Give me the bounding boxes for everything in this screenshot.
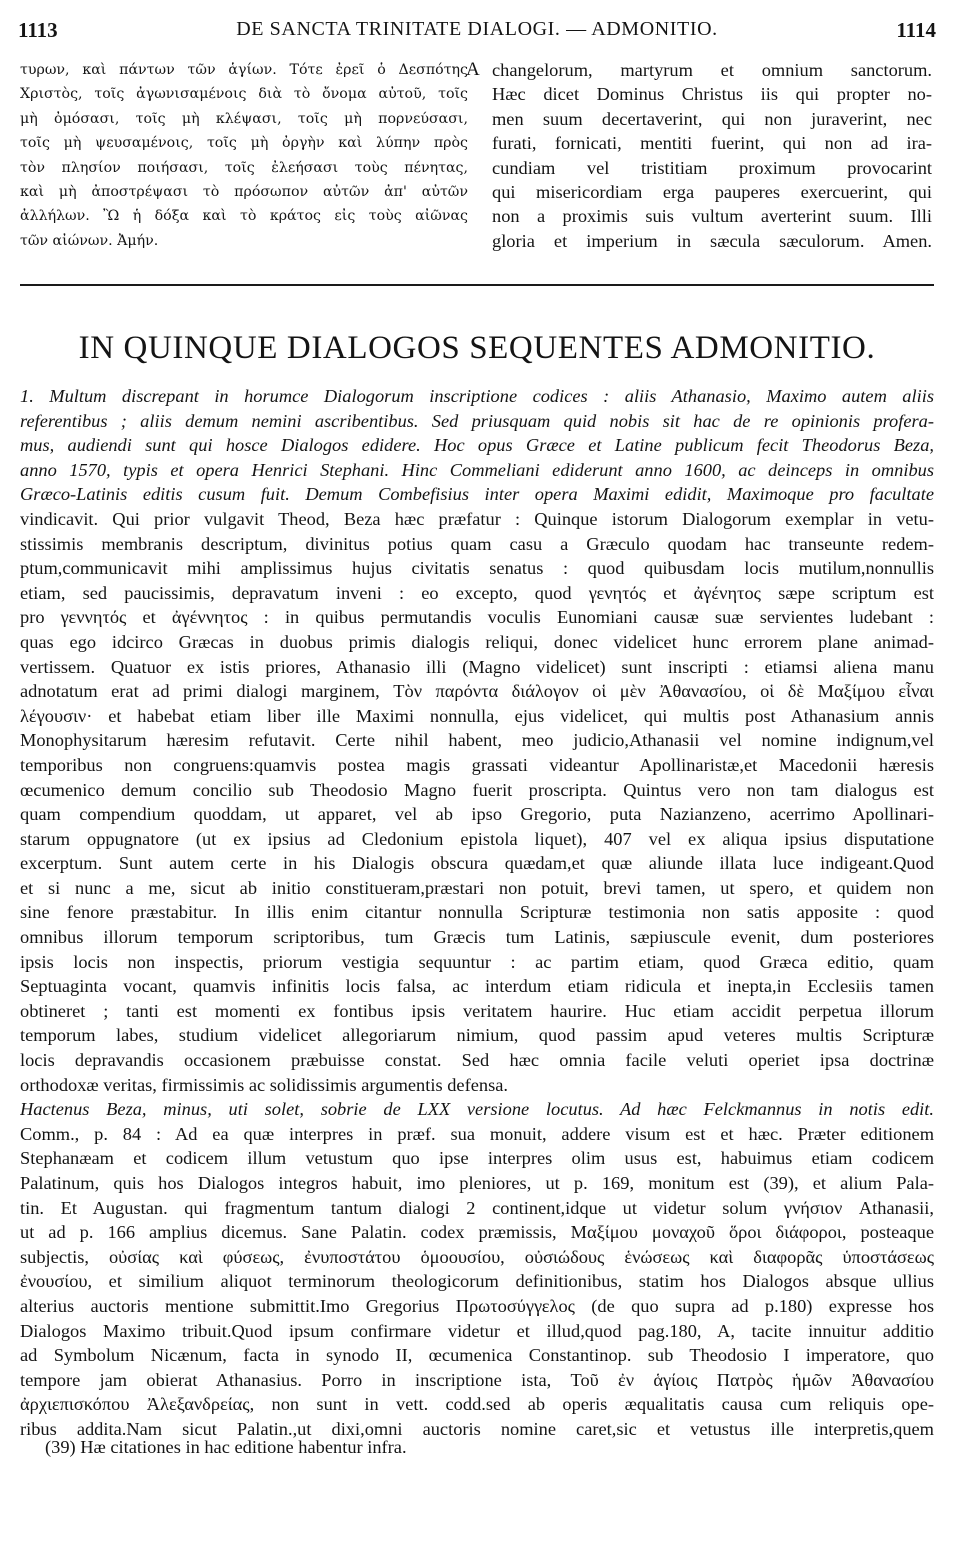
greek-column <box>20 58 468 253</box>
greek-line: τῶν αἰώνων. Ἀμήν. <box>20 232 159 249</box>
text-line: orthodoxæ veritas, firmissimis ac solidissimis argumentis defensa. <box>20 1074 508 1095</box>
section-title: IN QUINQUE DIALOGOS SEQUENTES ADMONITIO. <box>78 330 876 366</box>
text-line: vindicavit. Qui prior vulgavit Theod, Beza hæc præfatur : Quinque istorum Dialogorum exemplar in vetu- <box>20 508 934 529</box>
text-line: starum oppugnatore (ut ex ipsius ad Cledonium epistola liquet), 407 vel ex aliqua ipsius disputatione <box>20 828 934 849</box>
latin-line: gloria et imperium in sæcula sæculorum. Amen. <box>492 230 932 251</box>
text-line: λέγουσιν· et habebat etiam liber ille Maximi nonnulla, ejus videlicet, qui multis post Athanasium annis <box>20 705 934 726</box>
latin-line: cundiam vel tristitiam proximum provocarint <box>492 157 932 178</box>
text-line: Stephanæam et codicem illum vetustum quo ipse interpres olim usus est, habuimus etiam codicem <box>20 1148 934 1169</box>
greek-line: Χριστὸς, τοῖς ἀγωνισαμένοις διὰ τὸ ὄνομα αὐτοῦ, τοῖς <box>20 86 468 103</box>
latin-line: men suum decertaverint, qui non juraverint, nec <box>492 108 932 129</box>
text-line: ipsis locis non inspectis, priorum vestigia sequuntur : ac partim etiam, quod Græca editio, quam <box>20 951 934 972</box>
text-line: Comm., p. 84 : Ad ea quæ interpres in præf. sua monuit, addere visum est et hæc. Præter editionem <box>20 1123 934 1144</box>
text-line: œcumenico demum concilio sub Theodosio Magno fuerit proscripta. Quintus vero non tam dialogus est <box>20 779 934 800</box>
footnote: (39) Hæ citationes in hac editione habentur infra. <box>45 1437 407 1457</box>
text-line: adnotatum erat ad primi dialogi marginem, Τὸν παρόντα διάλογον οἱ μὲν Ἀθανασίου, οἱ δὲ Μαξίμου εἶναι <box>20 681 934 702</box>
text-line: tempore jam obierat Athanasius. Porro in inscriptione ista, Τοῦ ἐν ἁγίοις Πατρὸς ἡμῶν Ἀθανασίου <box>20 1369 934 1390</box>
text-line: locis depravandis occasionem præbuisse constat. Sed hæc omnia facile veluti operiet ipsa doctrinæ <box>20 1050 934 1071</box>
text-line: etiam, sed paucissimis, depravatum inveni : eo excepto, quod γενητός et ἀγένητος sæpe scriptum est <box>20 582 934 603</box>
text-line: obtineret ; tanti est momenti ex fontibus ipsis veritatem haurire. Huc etiam accidit perpetua illorum <box>20 1000 934 1021</box>
text-line: pro γεννητός et ἀγέννητος : in quibus permutandis voculis Eunomiani causæ suæ servientes ludebant : <box>20 607 934 628</box>
latin-line: Hæc dicet Dominus Christus iis qui propter no- <box>492 84 932 105</box>
text-line: temporum labes, studium videlicet allegoriarum nimium, quod passim apud veteres multis Scripturæ <box>20 1025 934 1046</box>
page-number-right: 1114 <box>896 18 936 42</box>
text-line: ad Symbolum Nicænum, facta in synodo II, œcumenica Constantinop. sub Theodosio I imperatore, quo <box>20 1345 934 1366</box>
text-line: Monophysitarum hæresim refutavit. Certe nihil habent, meo judicio,Athanasii vel nomine indignum,vel <box>20 730 934 751</box>
text-line: ut ad p. 166 amplius dicemus. Sane Palatin. codex præmissis, Μαξίμου μοναχοῦ ὅροι διάφοροι, posteaque <box>20 1222 934 1243</box>
text-line: subjectis, οὐσίας καὶ φύσεως, ἐνυποστάτου ὁμοουσίου, οὐσιώδους ἑνώσεως καὶ διαφορᾶς ὑποστάσεως <box>20 1246 934 1267</box>
page-number-left: 1113 <box>18 18 58 42</box>
text-line: 1. Multum discrepant in horumce Dialogorum inscriptione codices : aliis Athanasio, Maximo autem aliis <box>20 386 934 406</box>
section-divider <box>20 284 934 286</box>
greek-line: τὸν πλησίον ποιήσασι, τοῖς ἐλεήσασι τοὺς πένητας, <box>20 159 468 176</box>
running-header <box>18 18 936 44</box>
text-line: Septuaginta vocant, quamvis infinitis locis falsa, ac interdum etiam ridicula et inepta,in Ecclesiis tamen <box>20 976 934 997</box>
admonitio-body <box>20 384 934 1442</box>
text-line: ribus addita.Nam sicut Palatin.,ut dixi,omni auctoris nomine caret,sic et vetustus ille interpretis,quem <box>20 1418 934 1439</box>
latin-line: changelorum, martyrum et omnium sanctorum. <box>492 60 932 80</box>
text-line: quas ego idcirco Græcas in duobus primis dialogis reliqui, donec videlicet hunc errorem plane animad- <box>20 631 934 652</box>
greek-line: μὴ ὀμόσασι, τοῖς μὴ κλέψασι, τοῖς μὴ πορνεύσασι, <box>20 110 468 127</box>
text-line: tin. Et Augustan. qui fragmentum tantum dialogi 2 continent,idque ut videtur solum γνήσιον Athanasii, <box>20 1197 934 1218</box>
text-line: Græco-Latinis editis cusum fuit. Demum Combefisius inter opera Maximi edidit, Maximoque pro facultate <box>20 484 934 505</box>
text-line: temporibus non congruens:quamvis postea magis grassati videantur Apollinaristæ,et Macedonii hæresis <box>20 754 934 775</box>
text-line: referentibus ; aliis demum nemini ascribentibus. Sed priusquam quid nobis sit hac de re opinionis profera- <box>20 410 934 431</box>
text-line: anno 1570, typis et opera Henrici Stephani. Hinc Commeliani ediderunt anno 1600, ac deinceps in omnibus <box>20 459 934 480</box>
latin-line: furati, fornicati, mentiti fuerint, qui non ad ira- <box>492 133 932 154</box>
text-line: Palatinum, quis hos Dialogos integros habuit, imo pleniores, ut p. 169, monitum est (39), et alium Pala- <box>20 1173 934 1193</box>
text-line: sine fenore præstabitur. In illis enim citantur nonnulla Scripturæ testimonia non satis apposite : quod <box>20 902 934 923</box>
text-line: alterius auctoris mentione submittit.Imo Gregorius Πρωτοσύγγελος (de quo supra ad p.180) expresse hos <box>20 1295 934 1316</box>
text-line: stissimis membranis descriptum, divinitus potius quam casu a Græculo quodam hac transeunte redem- <box>20 533 934 554</box>
text-line: ἀρχιεπισκόπου Ἀλεξανδρείας, non sunt in vett. codd.sed ab operis æqualitatis causa cum reliquis ope- <box>20 1394 934 1415</box>
text-line: mus, audiendi sunt qui hosce Dialogos edidere. Hoc opus Græce et Latine publicum fecit Theodorus Beza, <box>20 435 934 456</box>
text-line: ptum,communicavit mihi amplissimus hujus civitatis senatus : quod quibusdam locis mutilum,nonnullis <box>20 558 934 579</box>
running-title: DE SANCTA TRINITATE DIALOGI. — ADMONITIO. <box>236 18 718 40</box>
text-line: vertissem. Quatuor ex istis priores, Athanasio illi (Magno videlicet) sunt inscripti : etiamsi aliena manu <box>20 656 934 677</box>
latin-line: qui misericordiam erga pauperes exercuerint, qui <box>492 181 932 202</box>
text-line: excerptum. Sunt autem certe in his Dialogis obscura quædam,et quæ aliunde illata luce indigeant.Quod <box>20 853 934 874</box>
text-line: quam compendium quoddam, ut apparet, vel ab ipso Gregorio, puta Nazianzeno, acerrimo Apollinari- <box>20 804 934 825</box>
greek-line: καὶ μὴ ἀποστρέψασι τὸ πρόσωπον αὐτῶν ἀπ' αὐτῶν <box>20 183 468 200</box>
text-line: Hactenus Beza, minus, uti solet, sobrie de LXX versione locutus. Ad hæc Felckmannus in notis edit. <box>20 1099 934 1120</box>
text-line: et si nunc a me, sicut ab initio constitueram,præstari non potuit, brevi tamen, ut spero, et quidem non <box>20 877 934 898</box>
text-line: Dialogos Maximo tribuit.Quod ipsum confirmare videtur et illud,quod pag.180, A, tacite innuitur additio <box>20 1320 934 1341</box>
column-marker: A <box>466 59 480 80</box>
text-line: omnibus illorum temporum scriptoribus, tum Græcis tum Latinis, sæpiuscule evenit, dum posteriores <box>20 927 934 948</box>
greek-line: τοῖς μὴ ψευσαμένοις, τοῖς μὴ ὀργὴν καὶ λύπην πρὸς <box>20 135 468 152</box>
greek-line: ἀλλήλων. Ὢ ἡ δόξα καὶ τὸ κράτος εἰς τοὺς αἰῶνας <box>20 208 468 225</box>
latin-line: non a proximis suis vultum averterint suum. Illi <box>492 206 932 227</box>
text-line: ἐνουσίου, et similium aliquot terminorum theologicorum definitionibus, statim hos Dialogos absque ullius <box>20 1271 934 1292</box>
greek-line: τυρων, καὶ πάντων τῶν ἁγίων. Τότε ἐρεῖ ὁ Δεσπότης <box>20 62 468 78</box>
latin-column <box>492 58 932 253</box>
